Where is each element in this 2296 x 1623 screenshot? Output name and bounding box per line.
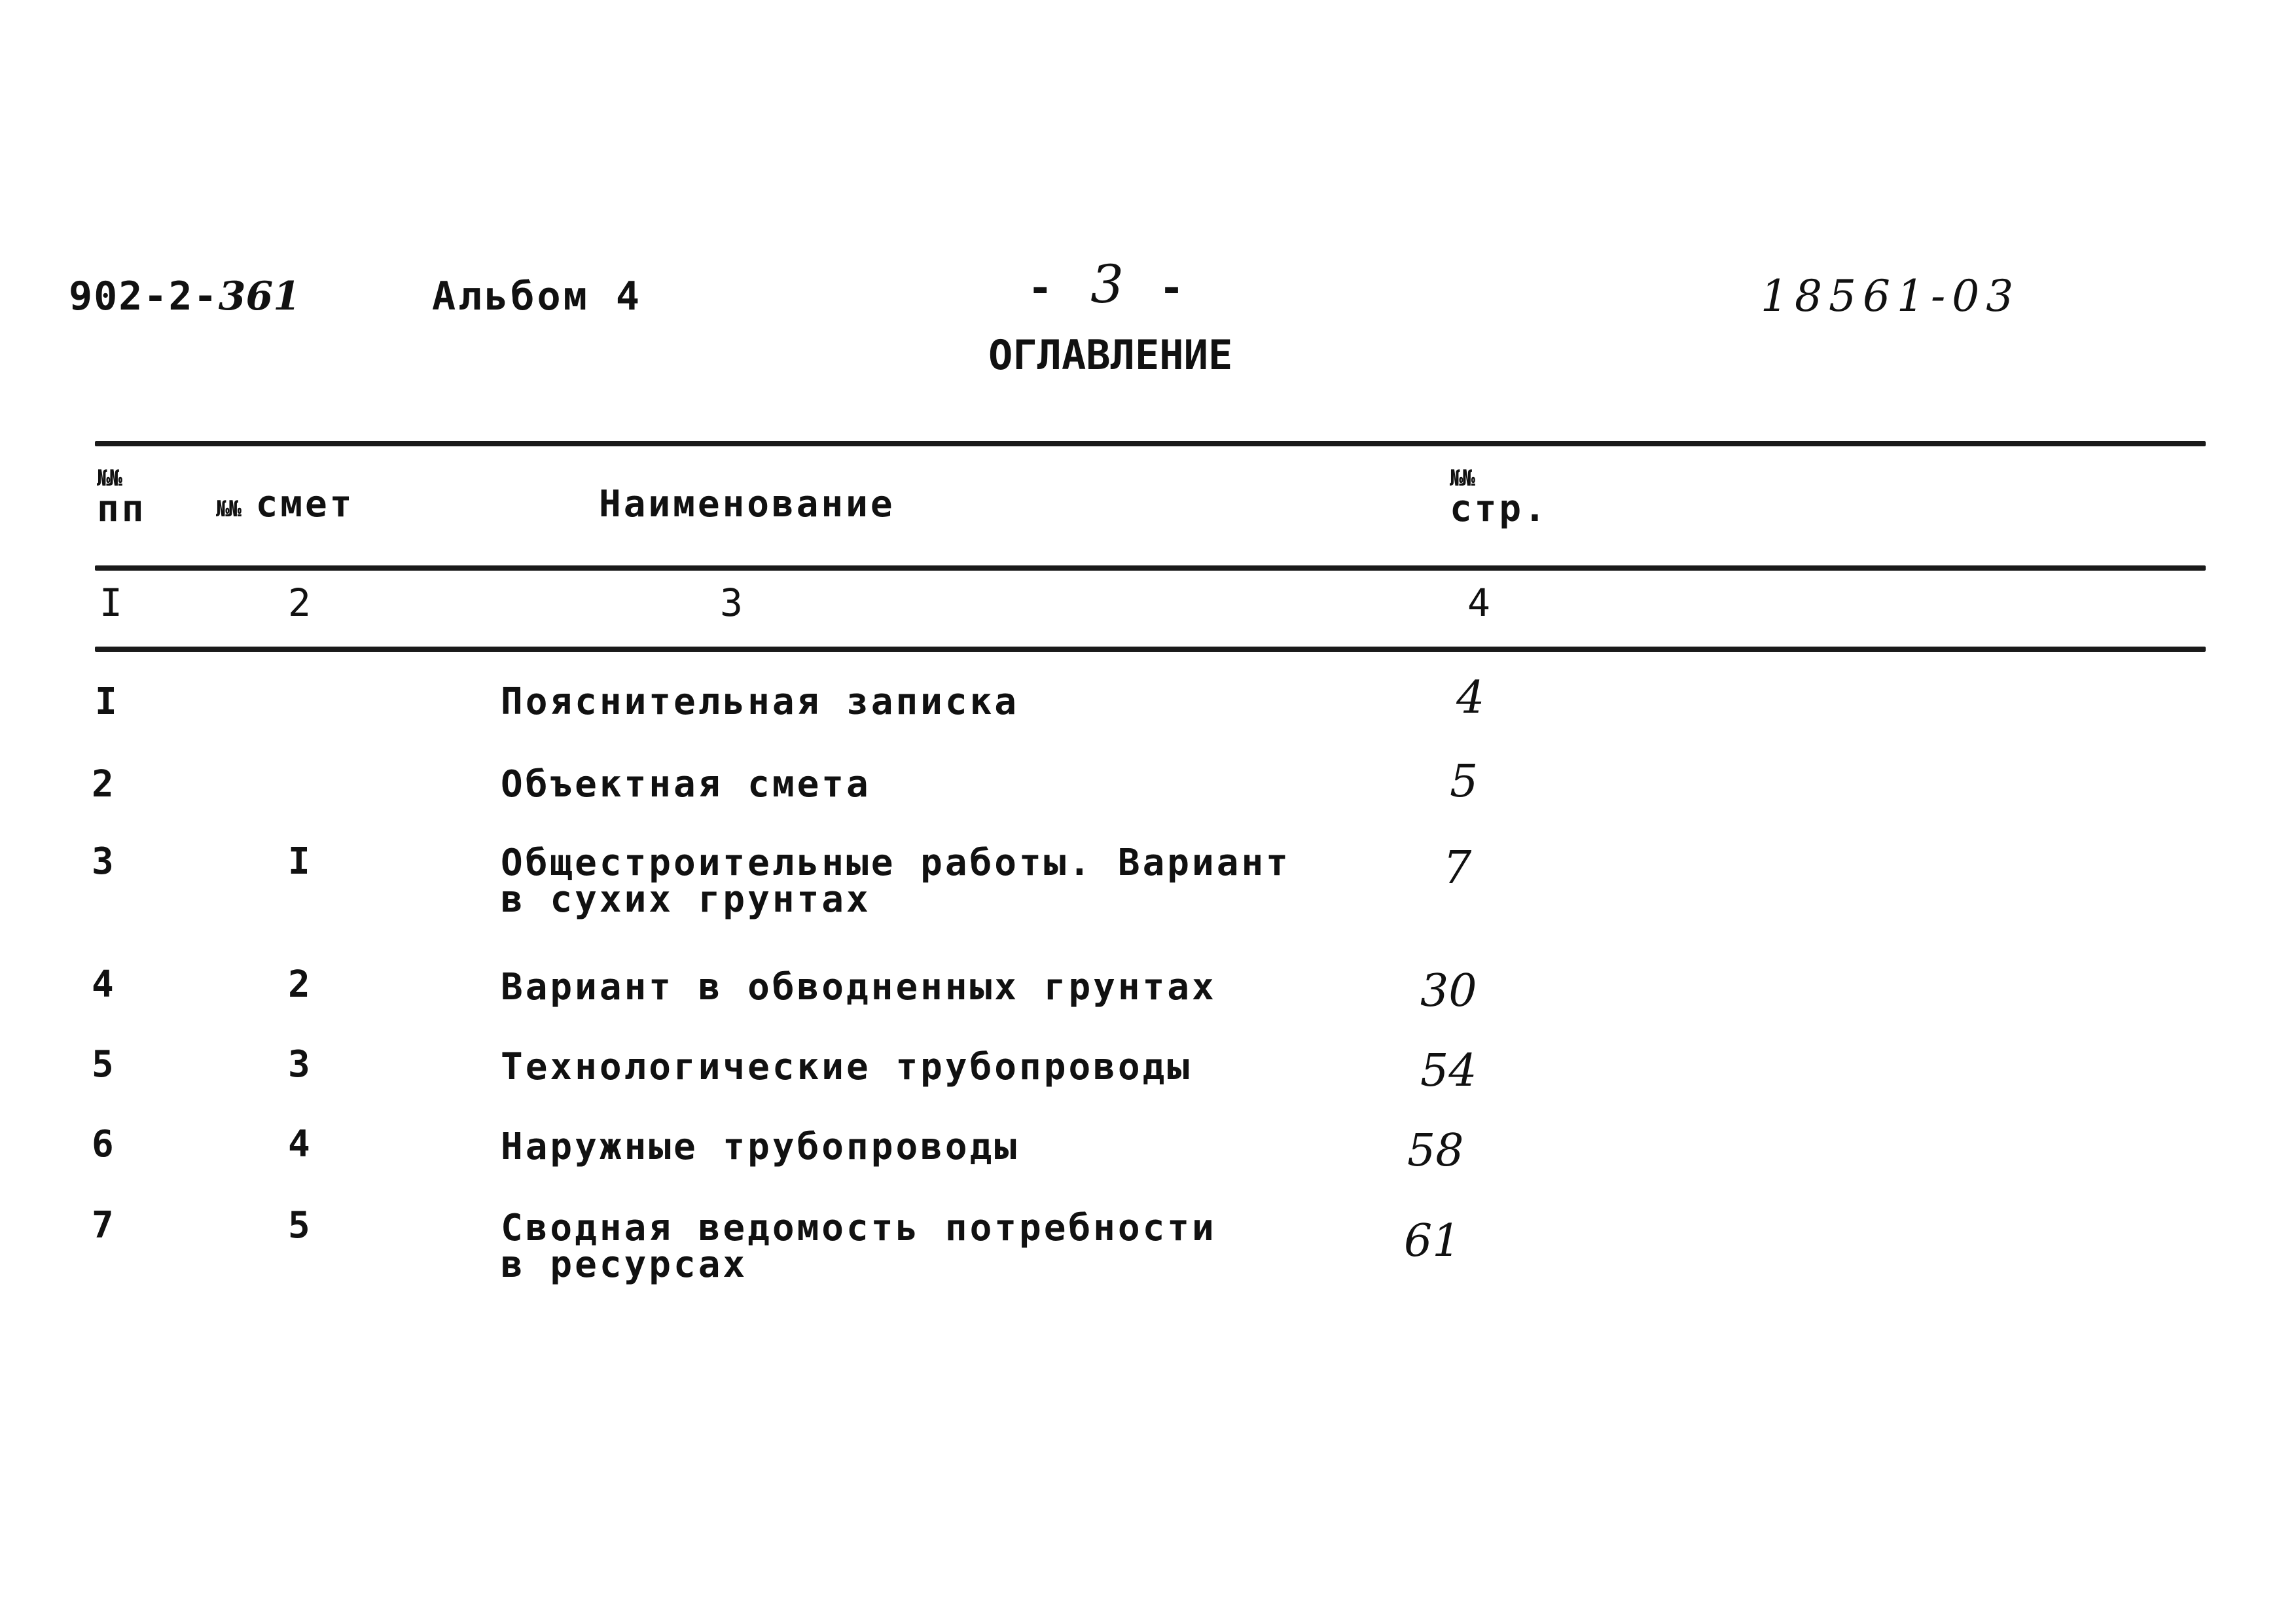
row-smeta: 5 [288,1204,313,1247]
row-pp: 4 [92,963,117,1006]
header-col-page [1450,465,1549,530]
row-name [501,1046,1352,1089]
row-name [501,763,1352,806]
row-page: 7 [1443,842,1472,894]
row-name [501,966,1352,1009]
row-pp: I [95,681,120,723]
table-top-rule [95,441,2206,446]
row-pp: 3 [92,840,117,883]
row-name [501,1207,1352,1286]
row-smeta: 2 [288,963,313,1006]
album-label: Альбом 4 [432,274,642,319]
row-pp: 2 [92,763,117,806]
page-number-block [1028,254,1187,315]
row-name [501,1126,1352,1169]
row-smeta: 3 [288,1043,313,1086]
row-name-line1: Объектная смета [501,763,871,806]
row-pp: 5 [92,1043,117,1086]
row-page: 54 [1420,1045,1477,1097]
inventory-number: 18561-03 [1761,271,2020,321]
row-pp: 6 [92,1123,117,1166]
column-numbers-rule [95,647,2206,652]
column-number-3: 3 [720,580,743,625]
page-dash-left: - [1028,264,1056,313]
row-pp: 7 [92,1204,117,1247]
column-number-4: 4 [1467,580,1490,625]
header-col-smeta [216,483,354,526]
column-number-2: 2 [288,580,311,625]
row-name-line1: Наружные трубопроводы [501,1126,1020,1168]
row-name-line1: Общестроительные работы. Вариант [501,842,1291,884]
page-number: 3 [1090,254,1124,315]
page-title: ОГЛАВЛЕНИЕ [988,331,1233,379]
header-col-smeta-mark: №№ [216,496,240,522]
header-col-smeta-label: смет [255,483,355,526]
row-name [501,842,1352,921]
row-smeta: 4 [288,1123,313,1166]
page-dash-right: - [1158,264,1187,313]
row-page: 4 [1456,672,1485,724]
column-number-1: I [99,580,122,625]
header-col-page-label: стр. [1450,488,1549,530]
row-page: 30 [1420,965,1477,1017]
document-code [69,274,300,319]
header-col-name: Наименование [599,483,895,526]
row-name-line2: в сухих грунтах [501,878,871,921]
row-smeta: I [288,840,313,883]
row-name-line2: в ресурсах [501,1243,748,1286]
row-name-line1: Вариант в обводненных грунтах [501,966,1217,1008]
row-name-line1: Пояснительная записка [501,681,1020,723]
row-page: 58 [1407,1125,1464,1177]
document-code-prefix: 902-2- [69,274,219,319]
row-name-line1: Сводная ведомость потребности [501,1207,1217,1249]
row-name [501,681,1352,724]
header-col-pp [97,465,147,530]
row-page: 5 [1450,756,1479,808]
header-col-pp-label: пп [97,488,147,530]
header-col-pp-mark: №№ [97,465,121,491]
document-code-handwritten: 361 [218,274,300,319]
header-bottom-rule [95,565,2206,571]
row-name-line1: Технологические трубопроводы [501,1046,1193,1088]
header-col-page-mark: №№ [1450,465,1474,491]
row-page: 61 [1404,1215,1461,1267]
